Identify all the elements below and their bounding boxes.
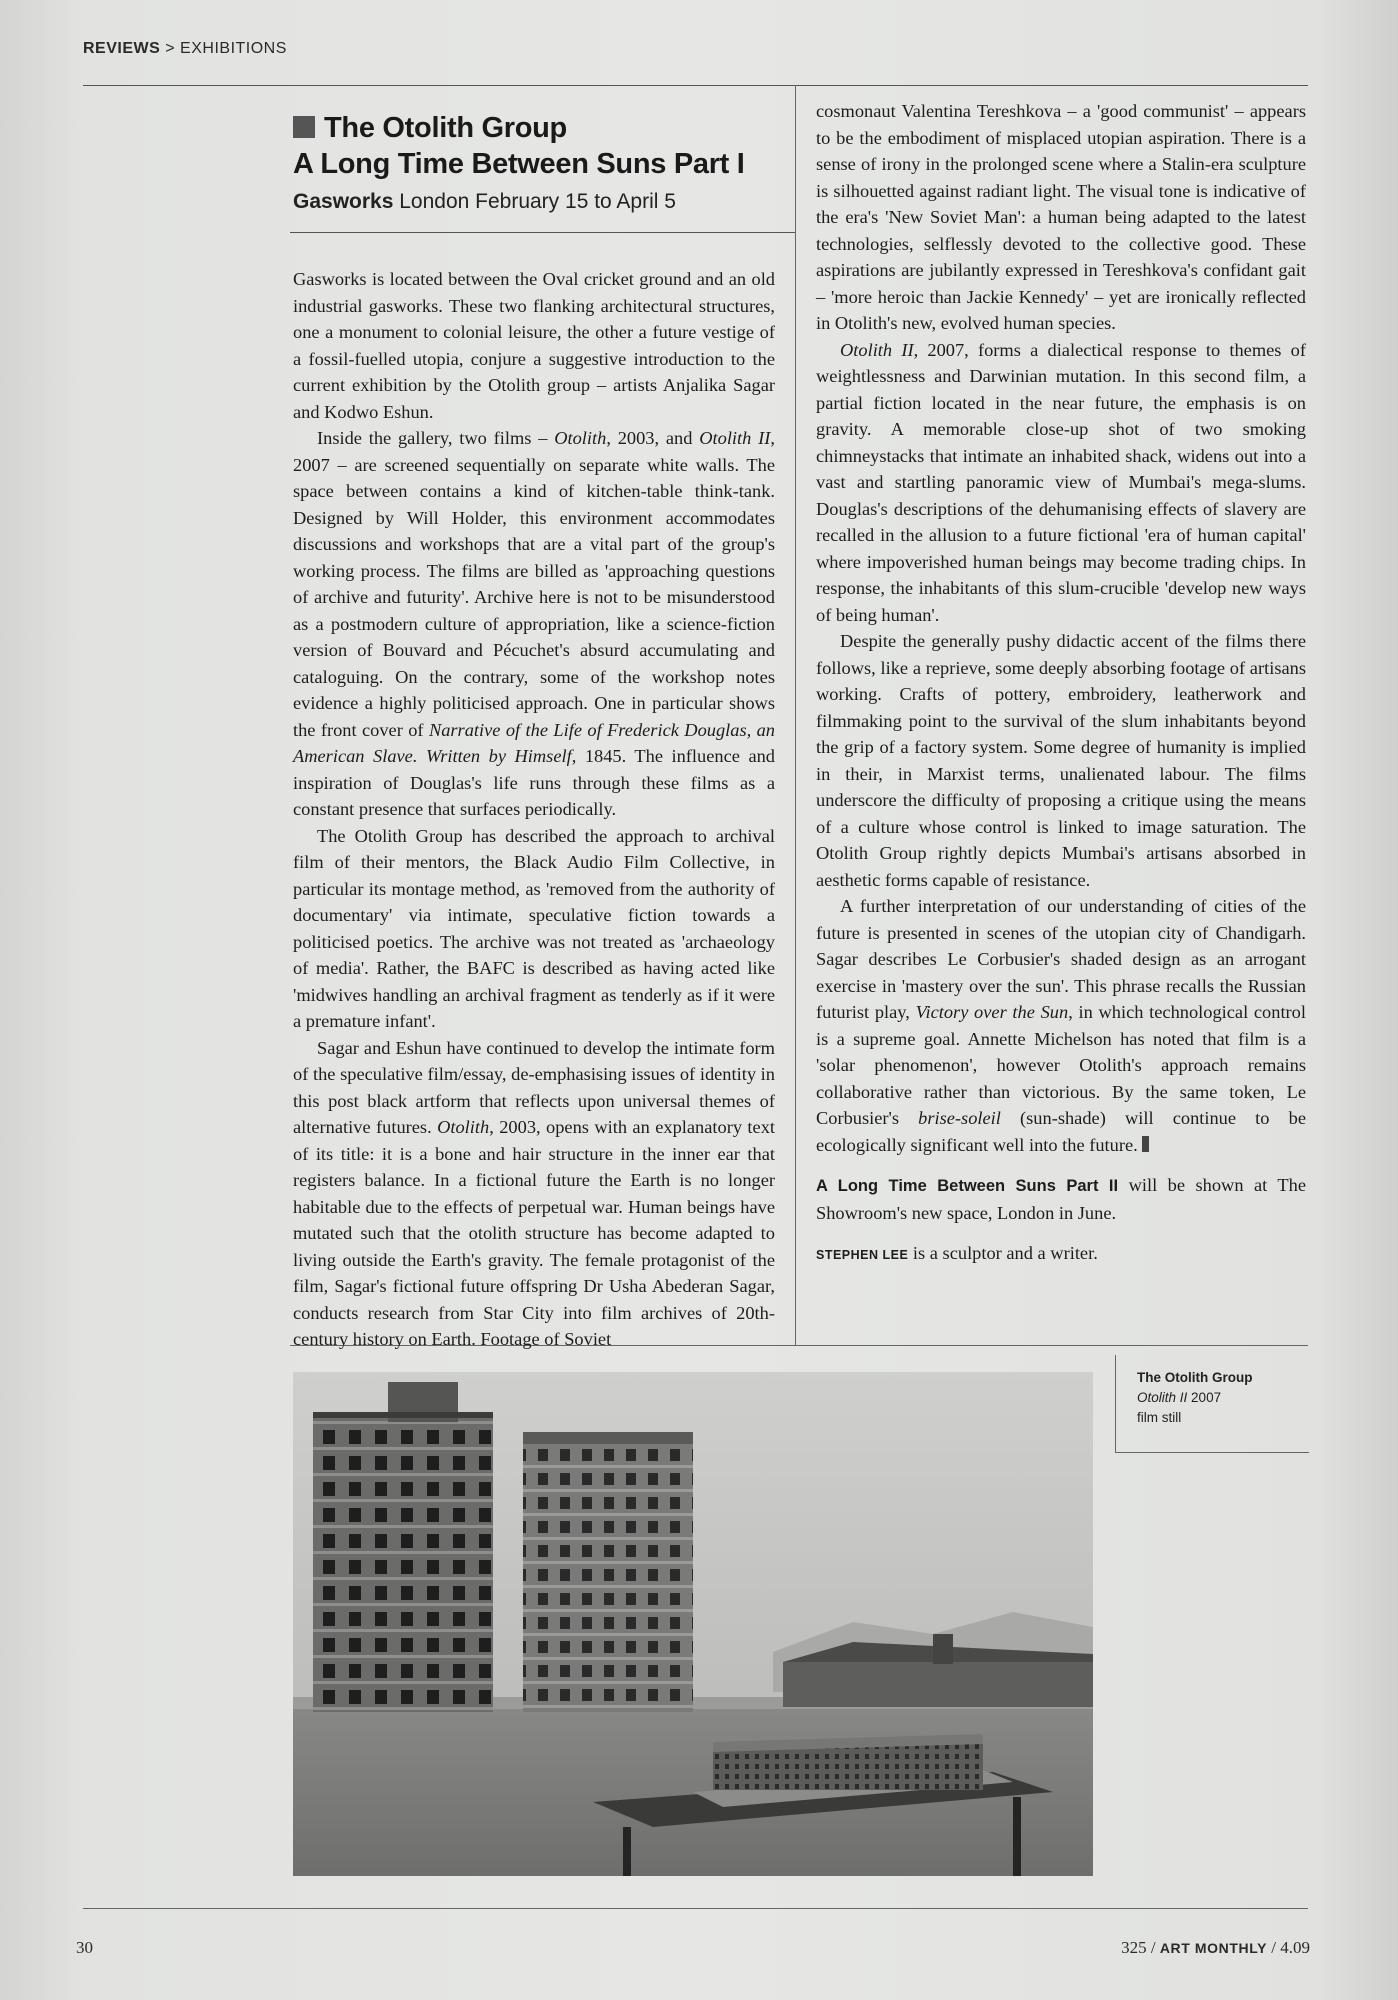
paragraph: cosmonaut Valentina Tereshkova – a 'good communist' – appears to be the embodiment of misplaced utopian aspiration. There is a sense of irony in the prolonged scene where a Stalin-era sculpture is silhouetted against radiant light. The visual tone is indicative of the era's 'New Soviet Man': a human being adapted to the latest technologies, selflessly devoted to the collective good. These aspirations are jubilantly expressed in Tereshkova's confidant gait – 'more heroic than Jackie Kennedy' – yet are ironically reflected in Otolith's new, evolved human species. [816,101,1306,333]
review-header [293,110,778,214]
paragraph: Otolith II, 2007, forms a dialectical response to themes of weightlessness and Darwinian mutation. In this second film, a partial fiction located in the near future, the emphasis is on gravity. A memorable close-up shot of two smoking chimneystacks that intimate an inhabited shack, widens out into a vast and startling panoramic view of Mumbai's mega-slums. Douglas's descriptions of the dehumanising effects of slavery are recalled in the allusion to a future fictional 'era of human capital' where impoverished human beings may become trading chips. In response, the inhabitants of this slum-crucible 'develop new ways of being human'. [816,339,1306,625]
right-column [816,98,1306,1269]
venue-name: Gasworks [293,190,394,213]
tower-right [523,1442,693,1712]
magazine-name: ART MONTHLY [1159,1940,1268,1956]
tower-left [313,1412,493,1712]
section-category: REVIEWS [83,40,161,57]
film-still-photo [293,1372,1093,1876]
square-bullet-icon [293,116,315,138]
review-title [293,110,778,182]
title-exhibition: A Long Time Between Suns Part I [293,148,745,180]
paragraph: Sagar and Eshun have continued to develop the intimate form of the speculative film/essay, de-emphasising issues of identity in this post black artform that reflects upon universal themes of alternative futures. Otolith, 2003, opens with an explanatory text of its title: it is a bone and hair structure in the inner ear that registers balance. In a fictional future the Earth is no longer habitable due to the effects of perpetual war. Human beings have mutated such that the otolith structure has become adapted to living outside the Earth's gravity. The female protagonist of the film, Sagar's fictional future offspring Dr Usha Abederan Sagar, conducts research from Star City into film archives of 20th-century history on Earth. Footage of Soviet [293,1037,775,1349]
paragraph: Inside the gallery, two films – Otolith, 2003, and Otolith II, 2007 – are screened sequentially on separate white walls. The space between contains a kind of kitchen-table think-tank. Designed by Will Holder, this environment accommodates discussions and workshops that are a vital part of the group's working process. The films are billed as 'approaching questions of archive and futurity'. Archive here is not to be misunderstood as a postmodern culture of appropriation, like a science-fiction version of Bouvard and Pécuchet's absurd accumulating and cataloguing. On the contrary, some of the workshop notes evidence a highly politicised approach. One in particular shows the front cover of Narrative of the Life of Frederick Douglas, an American Slave. Written by Himself, 1845. The influence and inspiration of Douglas's life runs through these films as a constant presence that surfaces periodically. [293,428,775,819]
note-title: A Long Time Between Suns Part II [816,1177,1119,1195]
author-bio: STEPHEN LEE is a sculptor and a writer. [816,1243,1098,1263]
issue-number: 325 [1121,1938,1147,1957]
breadcrumb-separator: > [165,40,176,57]
title-artist: The Otolith Group [324,112,567,144]
caption-artist: The Otolith Group [1137,1370,1253,1385]
shacks [783,1662,1093,1707]
caption-work: Otolith II 2007 [1137,1390,1222,1405]
venue-dates: London February 15 to April 5 [399,190,676,213]
exhibition-note: A Long Time Between Suns Part II will be shown at The Showroom's new space, London in June. [816,1175,1307,1223]
end-mark-icon [1142,1136,1149,1152]
footer-rule [83,1908,1308,1909]
photo-caption [1137,1368,1307,1428]
author-name: STEPHEN LEE [816,1248,909,1262]
caption-medium: film still [1137,1410,1182,1425]
paragraph: Despite the generally pushy didactic accent of the films there follows, like a reprieve, some deeply absorbing footage of artisans working. Crafts of pottery, embroidery, leatherwork and filmmaking point to the survival of the slum inhabitants beyond the grip of a factory system. Some degree of humanity is implied in their, in Marxist terms, unalienated labour. The films underscore the difficulty of proposing a critique using the means of a culture whose control is linked to image saturation. The Otolith Group rightly depicts Mumbai's artisans absorbed in aesthetic forms capable of resistance. [816,631,1306,890]
issue-date: 4.09 [1280,1938,1310,1957]
page-number: 30 [76,1938,93,1957]
header-rule [290,232,795,233]
top-rule [83,85,1308,86]
folio-right: 325 / ART MONTHLY / 4.09 [1121,1938,1310,1957]
column-divider [795,85,796,1345]
paragraph: Gasworks is located between the Oval cricket ground and an old industrial gasworks. These two flanking architectural structures, one a monument to colonial leisure, the other a future vestige of a fossil-fuelled utopia, conjure a suggestive introduction to the current exhibition by the Otolith group – artists Anjalika Sagar and Kodwo Eshun. [293,269,775,422]
section-subcategory: EXHIBITIONS [180,40,287,57]
left-column [293,266,775,1353]
paragraph: A further interpretation of our understanding of cities of the future is presented in scenes of the utopian city of Chandigarh. Sagar describes Le Corbusier's shaded design as an arrogant exercise in 'mastery over the sun'. This phrase recalls the Russian futurist play, Victory over the Sun, in which technological control is a supreme goal. Annette Michelson has noted that film is a 'solar phenomenon', however Otolith's approach remains collaborative rather than victorious. By the same token, Le Corbusier's brise-soleil (sun-shade) will continue to be ecologically significant well into the future. [816,896,1306,1155]
paragraph: The Otolith Group has described the approach to archival film of their mentors, the Black Audio Film Collective, in particular its montage method, as 'removed from the authority of documentary' via intimate, speculative fiction towards a politicised poetics. The archive was not treated as 'archaeology of media'. Rather, the BAFC is described as having acted like 'midwives handling an archival fragment as tenderly as if it were a premature infant'. [293,825,775,1031]
venue-line [293,190,778,214]
section-breadcrumb [83,40,287,58]
